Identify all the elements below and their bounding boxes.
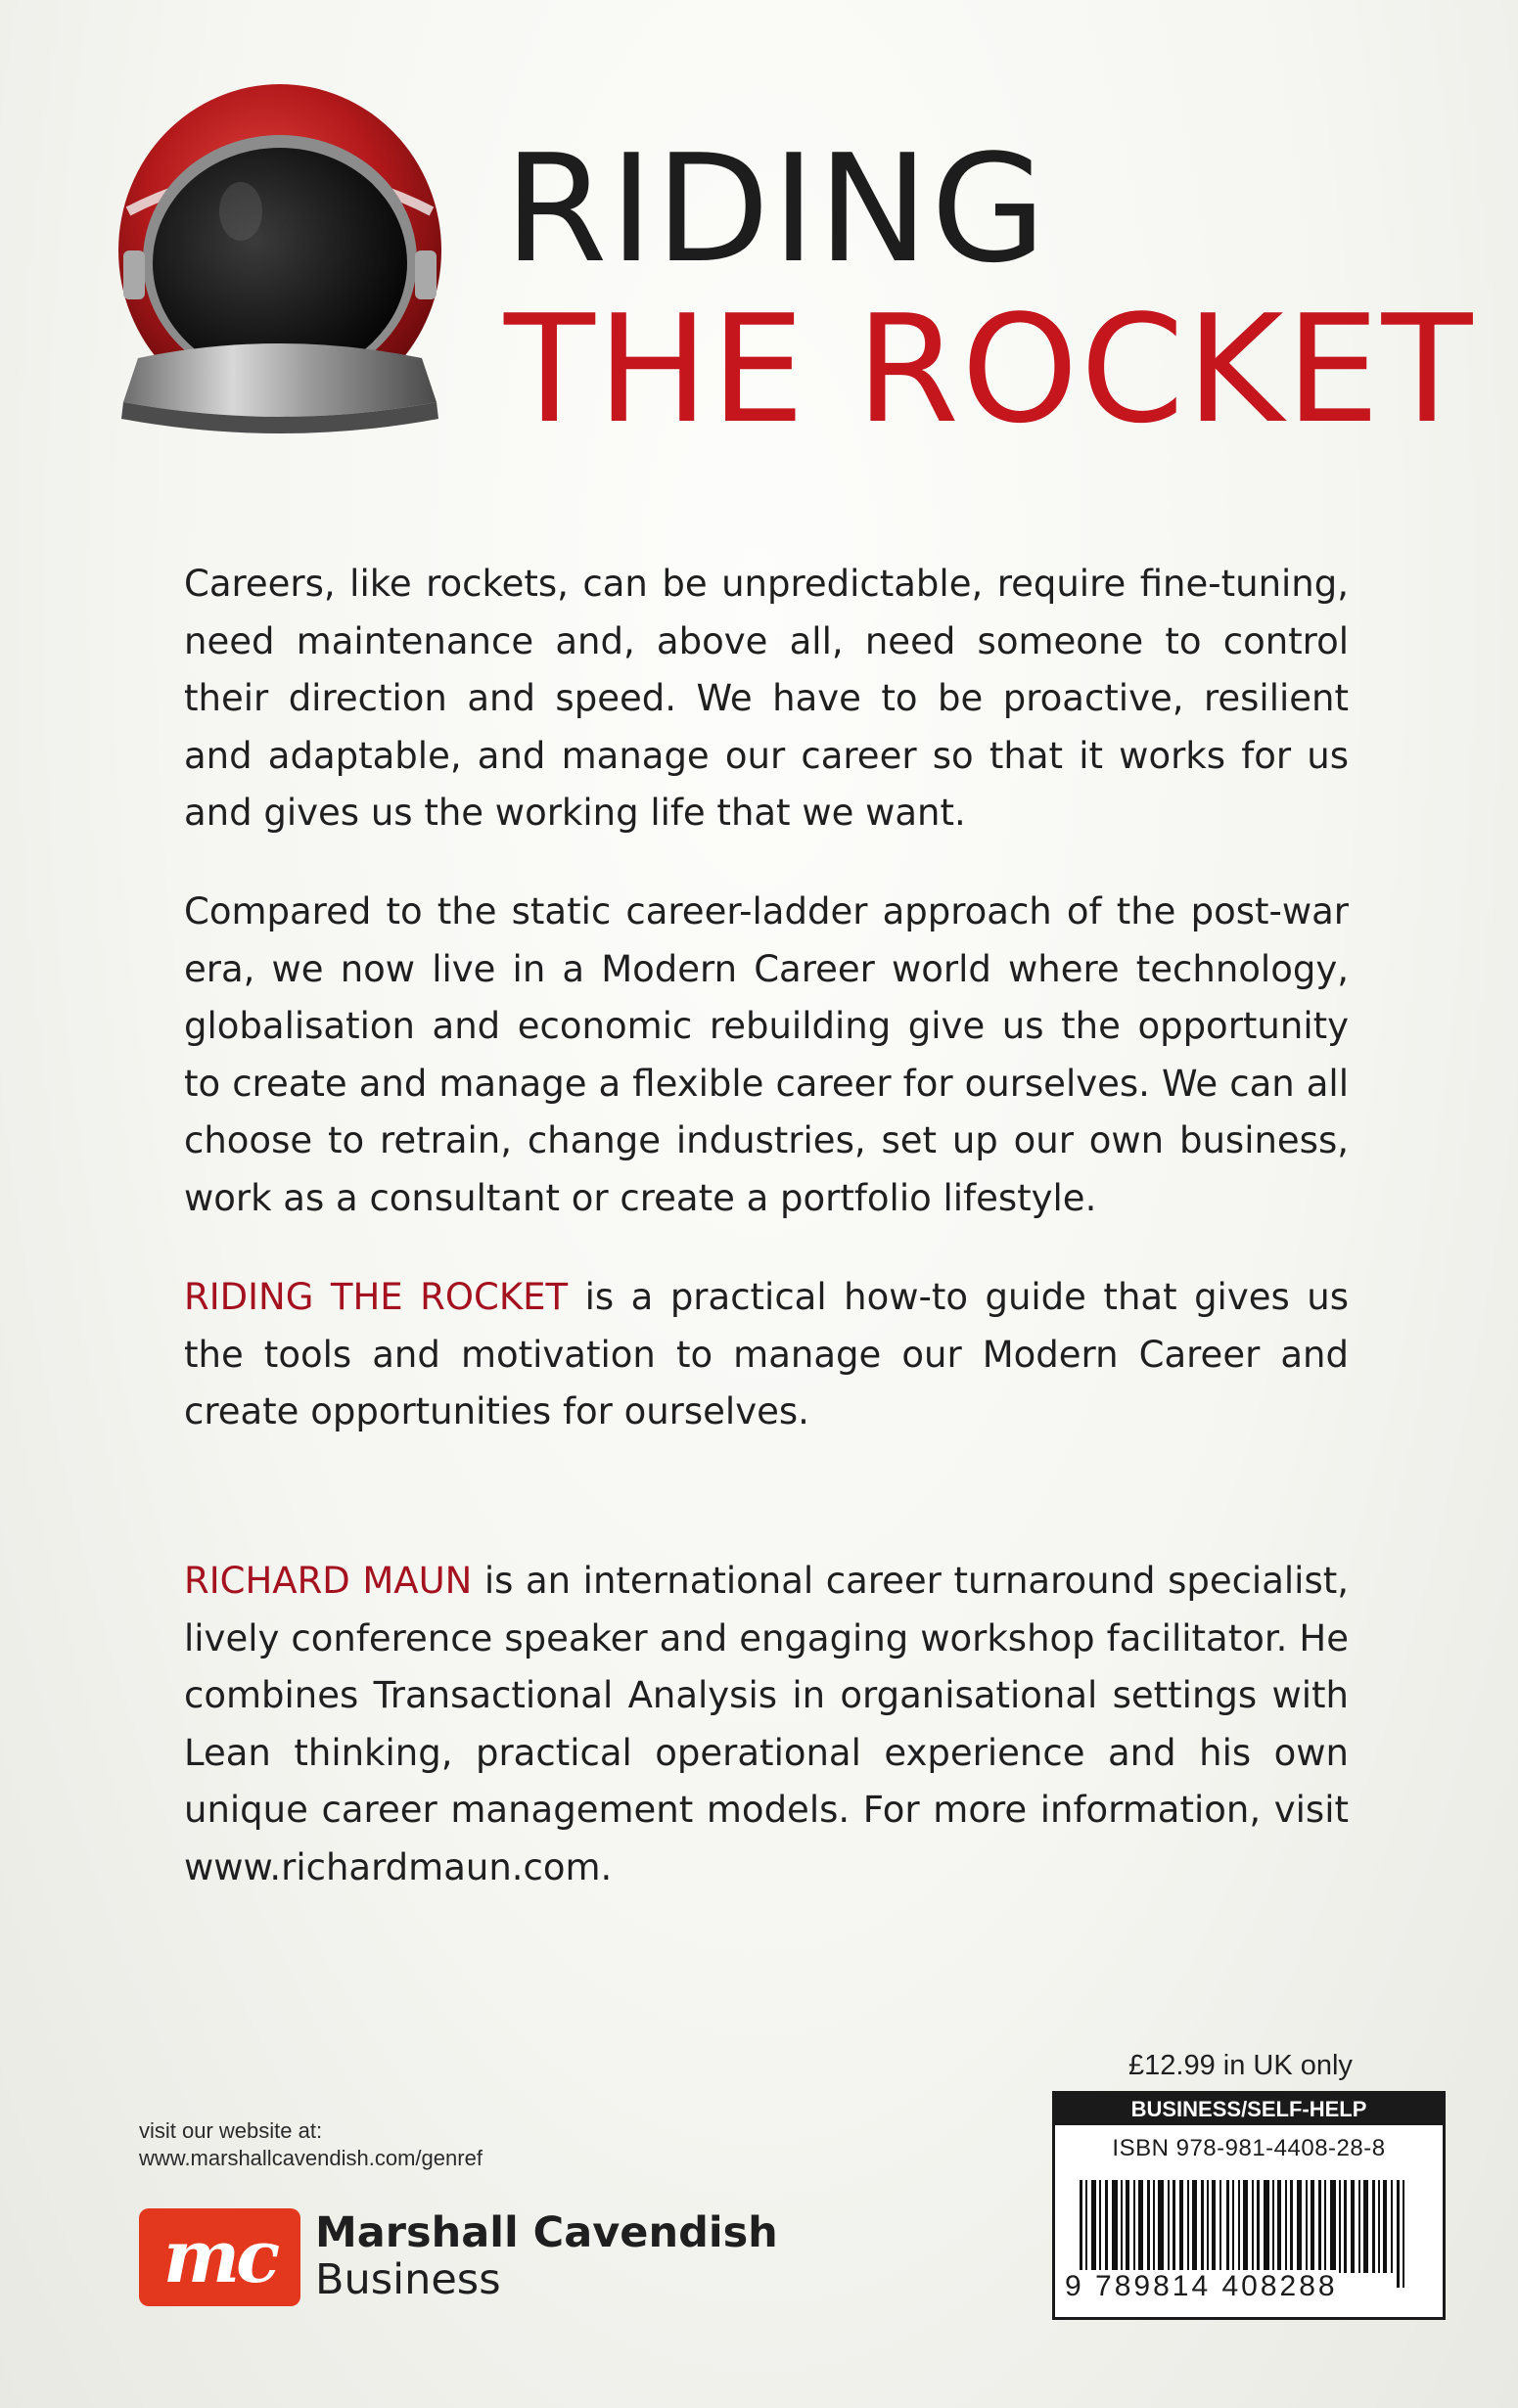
blurb-paragraph-2: Compared to the static career-ladder approach of the post-war era, we now live in a Modern Career world where technology, globalisation and economic rebuilding give us the opportunity to create and manage a flexible career for ourselves. We can all choose to retrain, change industries, set up our own business, work as a consultant or create a portfolio lifestyle. [184,890,1349,1219]
blurb-paragraph-1: Careers, like rockets, can be unpredictable, require fine-tuning, need maintenance and, above all, need someone to control their direction and speed. We have to be proactive, resilient and adaptable, and manage our career so that it works for us and gives us the working life that we want. [184,563,1349,834]
author-bio [184,1553,1349,1896]
publisher-name-line: Marshall Cavendish [315,2208,778,2257]
author-name-highlight: RICHARD MAUN [184,1560,473,1602]
space-helmet-illustration [94,65,466,448]
publisher-logo-mark: mc [139,2208,300,2306]
publisher-name [315,2209,778,2303]
website-url: www.marshallcavendish.com/genref [139,2146,483,2170]
website-label: visit our website at: [139,2118,323,2143]
book-title-highlight: RIDING THE ROCKET [184,1276,569,1318]
title-line-1: RIDING [504,122,1048,295]
title-line-2: THE ROCKET [504,283,1475,456]
price-label: £12.99 in UK only [1128,2050,1353,2081]
blurb-paragraph-3 [184,1269,1349,1441]
barcode-box [1052,2091,1446,2320]
publisher-imprint: Business [315,2255,501,2304]
category-label: BUSINESS/SELF-HELP [1055,2094,1443,2125]
publisher-website [139,2117,483,2172]
book-title [504,122,1475,456]
barcode-digits: 9 789814 408288 [1065,2270,1338,2302]
author-bio-text: is an international career turnaround specialist, lively conference speaker and engaging workshop facilitator. He combines Transactional Analysis in organisational settings with Lean thinking, practical operational experience and his own unique career management models. For more information, visit www.richardmaun.com. [184,1560,1349,1888]
blurb-paragraph-3-text: is a practical how-to guide that gives us the tools and motivation to manage our Modern Career and create opportunities for ourselves. [184,1276,1350,1432]
isbn-label: ISBN 978-981-4408-28-8 [1112,2135,1386,2161]
